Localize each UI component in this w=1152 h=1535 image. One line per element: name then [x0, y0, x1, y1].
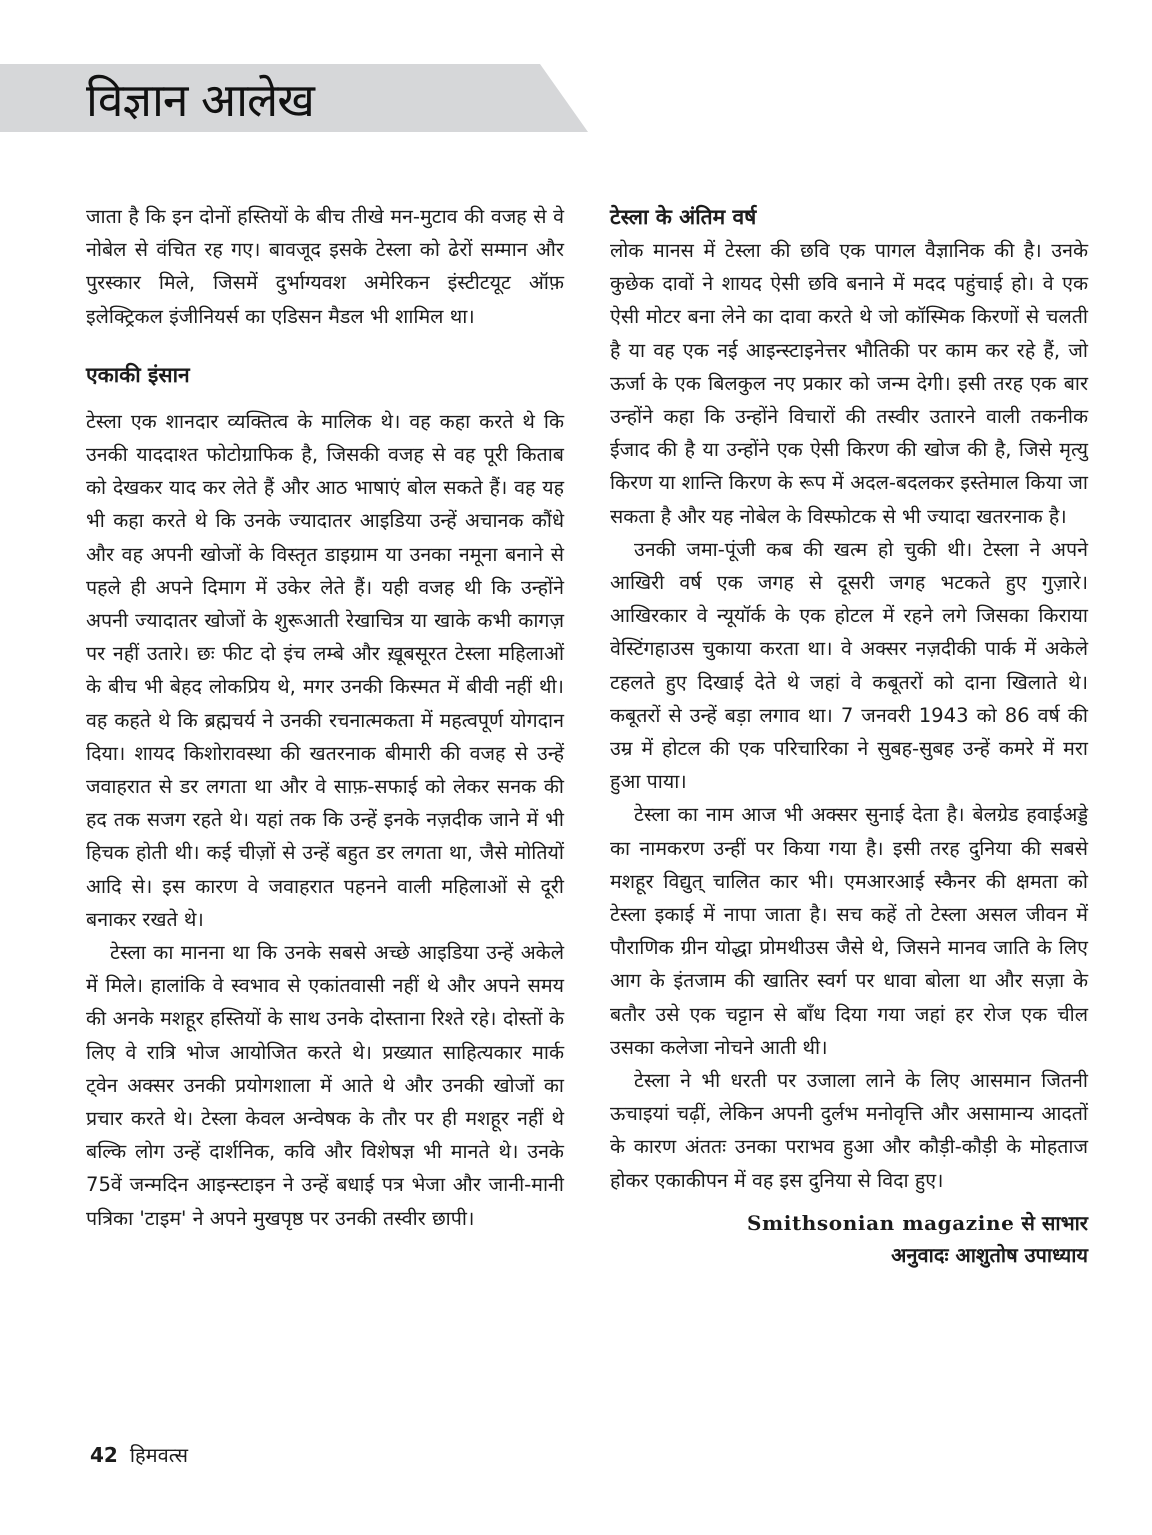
- credit-magazine: Smithsonian magazine: [746, 1210, 1015, 1235]
- right-column: [610, 200, 1088, 1271]
- page-number: 42: [90, 1443, 118, 1467]
- magazine-name: हिमवत्स: [129, 1443, 188, 1467]
- body-paragraph: टेस्ला का मानना था कि उनके सबसे अच्छे आइडिया उन्हें अकेले में मिले। हालांकि वे स्वभाव से एकांतवासी नहीं थे और अपने समय की अनके मशहूर हस्तियों के साथ उनके दोस्ताना रिश्ते रहे। दोस्तों के लिए वे रात्रि भोज आयोजित करते थे। प्रख्यात साहित्यकार मार्क ट्वेन अक्सर उनकी प्रयोगशाला में आते थे और उनकी खोजों का प्रचार करते थे। टेस्ला केवल अन्वेषक के तौर पर ही मशहूर नहीं थे बल्कि लोग उन्हें दार्शनिक, कवि और विशेषज्ञ भी मानते थे। उनके 75वें जन्मदिन आइन्स्टाइन ने उन्हें बधाई पत्र भेजा और जानी-मानी पत्रिका 'टाइम' ने अपने मुखपृष्ठ पर उनकी तस्वीर छापी।: [86, 941, 564, 1230]
- body-paragraph: टेस्ला का नाम आज भी अक्सर सुनाई देता है। बेलग्रेड हवाईअड्डे का नामकरण उन्हीं पर किया गया है। इसी तरह दुनिया की सबसे मशहूर विद्युत् चालित कार भी। एमआरआई स्कैनर की क्षमता को टेस्ला इकाई में नापा जाता है। सच कहें तो टेस्ला असल जीवन में पौराणिक ग्रीन योद्धा प्रोमथीउस जैसे थे, जिसने मानव जाति के लिए आग के इंतजाम की खातिर स्वर्ग पर धावा बोला था और सज़ा के बतौर उसे एक चट्टान से बाँध दिया गया जहां हर रोज एक चील उसका कलेजा नोचने आती थी।: [610, 803, 1088, 1059]
- body-paragraph: टेस्ला ने भी धरती पर उजाला लाने के लिए आसमान जितनी ऊचाइयां चढ़ीं, लेकिन अपनी दुर्लभ मनोवृत्ति और असामान्य आदतों के कारण अंततः उनका पराभव हुआ और कौड़ी-कौड़ी के मोहताज होकर एकाकीपन में वह इस दुनिया से विदा हुए।: [610, 1069, 1088, 1192]
- credit-suffix: से साभार: [1014, 1210, 1088, 1235]
- body-paragraph: टेस्ला एक शानदार व्यक्तित्व के मालिक थे। वह कहा करते थे कि उनकी याददाश्त फोटोग्राफिक है, जिसकी वजह से वह पूरी किताब को देखकर याद कर लेते हैं और आठ भाषाएं बोल सकते हैं। वह यह भी कहा करते थे कि उनके ज्यादातर आइडिया उन्हें अचानक कौंधे और वह अपनी खोजों के विस्तृत डाइग्राम या उनका नमूना बनाने से पहले ही अपने दिमाग में उकेर लेते हैं। यही वजह थी कि उन्होंने अपनी ज्यादातर खोजों के शुरूआती रेखाचित्र या खाके कभी कागज़ पर नहीं उतारे। छः फीट दो इंच लम्बे और ख़ूबसूरत टेस्ला महिलाओं के बीच भी बेहद लोकप्रिय थे, मगर उनकी किस्मत में बीवी नहीं थी। वह कहते थे कि ब्रह्मचर्य ने उनकी रचनात्मकता में महत्वपूर्ण योगदान दिया। शायद किशोरावस्था की खतरनाक बीमारी की वजह से उन्हें जवाहरात से डर लगता था और वे साफ़-सफाई को लेकर सनक की हद तक सजग रहते थे। यहां तक कि उन्हें इनके नज़दीक जाने में भी हिचक होती थी। कई चीज़ों से उन्हें बहुत डर लगता था, जैसे मोतियों आदि से। इस कारण वे जवाहरात पहनने वाली महिलाओं से दूरी बनाकर रखते थे।: [86, 409, 564, 931]
- body-paragraph: उनकी जमा-पूंजी कब की खत्म हो चुकी थी। टेस्ला ने अपने आखिरी वर्ष एक जगह से दूसरी जगह भटकते हुए गुज़ारे। आखिरकार वे न्यूयॉर्क के एक होटल में रहने लगे जिसका किराया वेस्टिंगहाउस चुकाया करता था। वे अक्सर नज़दीकी पार्क में अकेले टहलते हुए दिखाई देते थे जहां वे कबूतरों को दाना खिलाते थे। कबूतरों से उन्हें बड़ा लगाव था। 7 जनवरी 1943 को 86 वर्ष की उम्र में होटल की एक परिचारिका ने सुबह-सुबह उन्हें कमरे में मरा हुआ पाया।: [610, 537, 1088, 794]
- subheading-lonely-man: एकाकी इंसान: [86, 362, 190, 387]
- intro-paragraph: जाता है कि इन दोनों हस्तियों के बीच तीखे मन-मुटाव की वजह से वे नोबेल से वंचित रह गए। बावजूद इसके टेस्ला को ढेरों सम्मान और पुरस्कार मिले, जिसमें दुर्भाग्यवश अमेरिकन इंस्टीटयूट ऑफ़ इलेक्ट्रिकल इंजीनियर्स का एडिसन मैडल भी शामिल था।: [86, 205, 564, 328]
- subheading-final-years: टेस्ला के अंतिम वर्ष: [610, 205, 757, 229]
- body-paragraph: लोक मानस में टेस्ला की छवि एक पागल वैज्ञानिक की है। उनके कुछेक दावों ने शायद ऐसी छवि बनाने में मदद पहुंचाई हो। वे एक ऐसी मोटर बना लेने का दावा करते थे जो कॉस्मिक किरणों से चलती है या वह एक नई आइन्स्टाइनेत्तर भौतिकी पर काम कर रहे हैं, जो ऊर्जा के एक बिलकुल नए प्रकार को जन्म देगी। इसी तरह एक बार उन्होंने कहा कि उन्होंने विचारों की तस्वीर उतारने वाली तकनीक ईजाद की है या उन्होंने एक ऐसी किरण की खोज की है, जिसे मृत्यु किरण या शान्ति किरण के रूप में अदल-बदलकर इस्तेमाल किया जा सकता है और यह नोबेल के विस्फोटक से भी ज्यादा खतरनाक है।: [610, 239, 1088, 528]
- left-column: [86, 200, 564, 1235]
- source-credit: [610, 1207, 1088, 1239]
- section-title: विज्ञान आलेख: [86, 73, 314, 127]
- page-footer: [90, 1440, 188, 1470]
- translator-credit: अनुवादः आशुतोष उपाध्याय: [891, 1242, 1088, 1267]
